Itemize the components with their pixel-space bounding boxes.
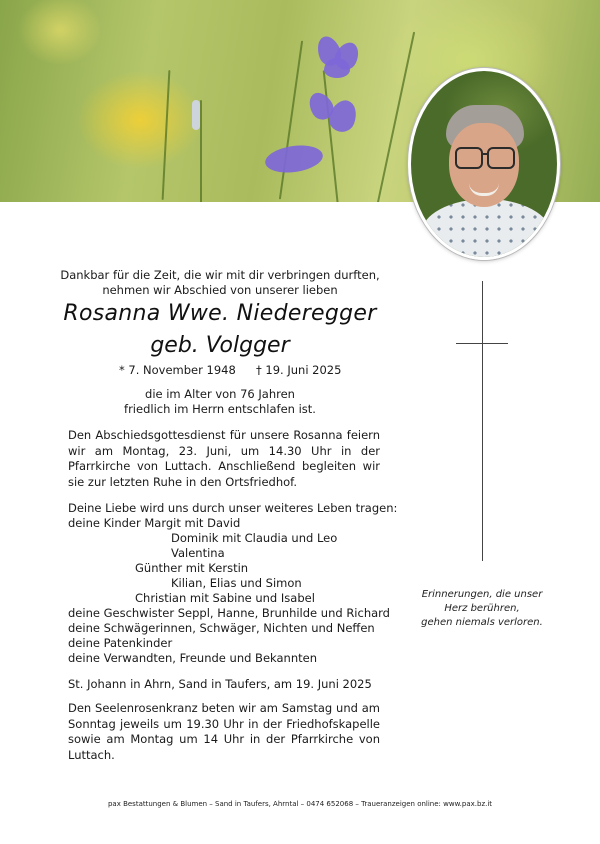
birth-date: * 7. November 1948 (119, 363, 236, 377)
family-line: deine Kinder Margit mit David (68, 516, 241, 530)
intro-text (0, 268, 440, 298)
family-intro: Deine Liebe wird uns durch unser weiteres Leben tragen: (68, 501, 398, 515)
family-line: Günther mit Kerstin (135, 561, 249, 575)
quote-line-3: gehen niemals verloren. (421, 617, 543, 628)
family-line: Dominik mit Claudia und Leo (171, 531, 338, 545)
maiden-name: geb. Volgger (150, 333, 290, 358)
family-line: Valentina (171, 546, 225, 560)
deceased-name: Rosanna Wwe. Niederegger (63, 301, 377, 326)
cross-icon-bar (456, 343, 508, 344)
quote-line-1: Erinnerungen, die unser (421, 589, 543, 600)
intro-line-1: Dankbar für die Zeit, die wir mit dir verbringen durften, (60, 268, 380, 282)
death-date: † 19. Juni 2025 (256, 363, 342, 377)
service-paragraph: Den Abschiedsgottesdienst für unsere Rosanna feiern wir am Montag, 23. Juni, um 14.30 Uhr in der Pfarrkirche von Luttach. Anschließend begleiten wir sie zur letzten Ruhe in den Ortsfriedhof. (68, 428, 380, 489)
intro-line-2: nehmen wir Abschied von unserer lieben (102, 283, 338, 297)
family-line: Kilian, Elias und Simon (171, 576, 302, 590)
age-text (0, 387, 440, 417)
family-line: Christian mit Sabine und Isabel (135, 591, 315, 605)
cross-icon (482, 281, 483, 561)
quote-line-2: Herz berühren, (444, 603, 520, 614)
memorial-quote (408, 588, 556, 630)
age-line-1: die im Alter von 76 Jahren (145, 387, 295, 401)
rosary-paragraph: Den Seelenrosenkranz beten wir am Samstag und am Sonntag jeweils um 19.30 Uhr in der Friedhofskapelle sowie am Montag um 14 Uhr in der Pfarrkirche von Luttach. (68, 701, 380, 762)
footer-funeral-home: pax Bestattungen & Blumen – Sand in Taufers, Ahrntal – 0474 652068 – Traueranzeigen online: www.pax.bz.it (107, 800, 493, 808)
place-and-date: St. Johann in Ahrn, Sand in Taufers, am 19. Juni 2025 (68, 677, 372, 691)
portrait-photo (408, 68, 560, 260)
family-line: deine Verwandten, Freunde und Bekannten (68, 651, 317, 665)
age-line-2: friedlich im Herrn entschlafen ist. (124, 402, 316, 416)
family-line: deine Geschwister Seppl, Hanne, Brunhilde und Richard (68, 606, 390, 620)
family-line: deine Patenkinder (68, 636, 173, 650)
family-line: deine Schwägerinnen, Schwäger, Nichten und Neffen (68, 621, 375, 635)
